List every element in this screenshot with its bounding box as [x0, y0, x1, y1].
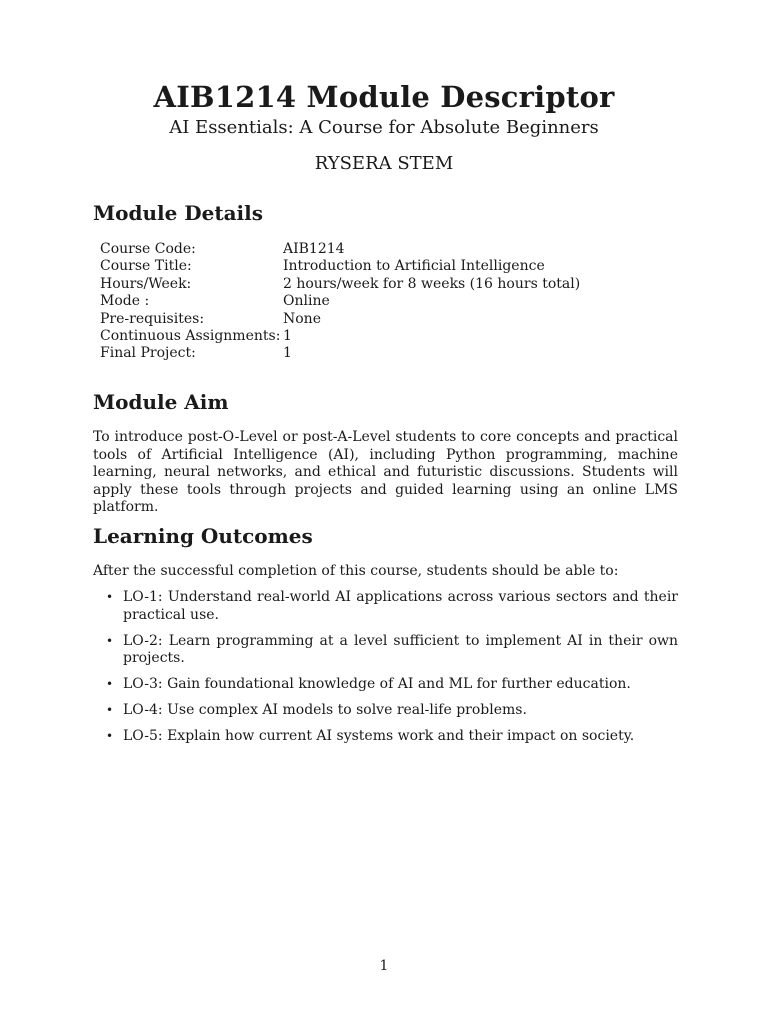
document-subtitle: AI Essentials: A Course for Absolute Beginners — [169, 117, 599, 138]
detail-key: Hours/Week: — [100, 275, 192, 292]
outcome-text: LO-2: Learn programming at a level sufficient to implement AI in their own projects. — [123, 632, 678, 667]
list-item — [106, 676, 678, 694]
page-number: 1 — [379, 958, 389, 974]
module-details-heading: Module Details — [93, 201, 264, 225]
detail-value: Online — [283, 293, 330, 310]
detail-row — [100, 328, 580, 345]
document-author: RYSERA STEM — [314, 153, 454, 174]
list-item — [106, 633, 678, 668]
detail-key: Final Project: — [100, 345, 196, 362]
detail-row — [100, 345, 580, 362]
bullet-icon: • — [106, 729, 114, 744]
module-aim-heading: Module Aim — [93, 390, 229, 414]
bullet-icon: • — [106, 633, 114, 648]
outcome-text: LO-4: Use complex AI models to solve real-life problems. — [123, 702, 527, 719]
detail-value: None — [283, 310, 321, 327]
module-details-table — [100, 241, 580, 363]
learning-outcomes-list — [106, 589, 678, 754]
outcome-text: LO-1: Understand real-world AI applications across various sectors and their practical use. — [123, 589, 678, 623]
detail-value: 1 — [283, 345, 292, 362]
document-title: AIB1214 Module Descriptor — [153, 80, 615, 114]
outcome-text: LO-3: Gain foundational knowledge of AI and ML for further education. — [123, 676, 631, 693]
detail-row — [100, 258, 580, 275]
detail-key: Mode : — [100, 293, 150, 310]
detail-value: Introduction to Artificial Intelligence — [283, 258, 545, 275]
detail-key: Pre-requisites: — [100, 310, 205, 327]
bullet-icon: • — [106, 677, 114, 692]
bullet-icon: • — [106, 590, 114, 604]
detail-value: AIB1214 — [283, 241, 345, 257]
module-aim-text: To introduce post-O-Level or post-A-Level students to core concepts and practical tools of Artificial Intelligence (AI), including Python programming, machine learning, neural networks, and ethical and futuristic discussions. Students will apply these tools through projects and guided learning using an online LMS platform. — [93, 429, 678, 516]
list-item — [106, 589, 678, 624]
list-item — [106, 702, 678, 720]
detail-key: Course Code: — [100, 241, 196, 257]
detail-row — [100, 276, 580, 293]
detail-key: Course Title: — [100, 258, 192, 275]
learning-outcomes-intro: After the successful completion of this course, students should be able to: — [93, 563, 619, 579]
detail-key: Continuous Assignments: — [100, 328, 281, 345]
list-item — [106, 728, 678, 746]
detail-row — [100, 293, 580, 310]
detail-row — [100, 311, 580, 328]
detail-value: 2 hours/week for 8 weeks (16 hours total) — [283, 275, 581, 292]
learning-outcomes-heading: Learning Outcomes — [93, 524, 313, 548]
detail-row — [100, 241, 580, 258]
outcome-text: LO-5: Explain how current AI systems work and their impact on society. — [123, 728, 635, 745]
detail-value: 1 — [283, 328, 292, 345]
bullet-icon: • — [106, 703, 114, 718]
